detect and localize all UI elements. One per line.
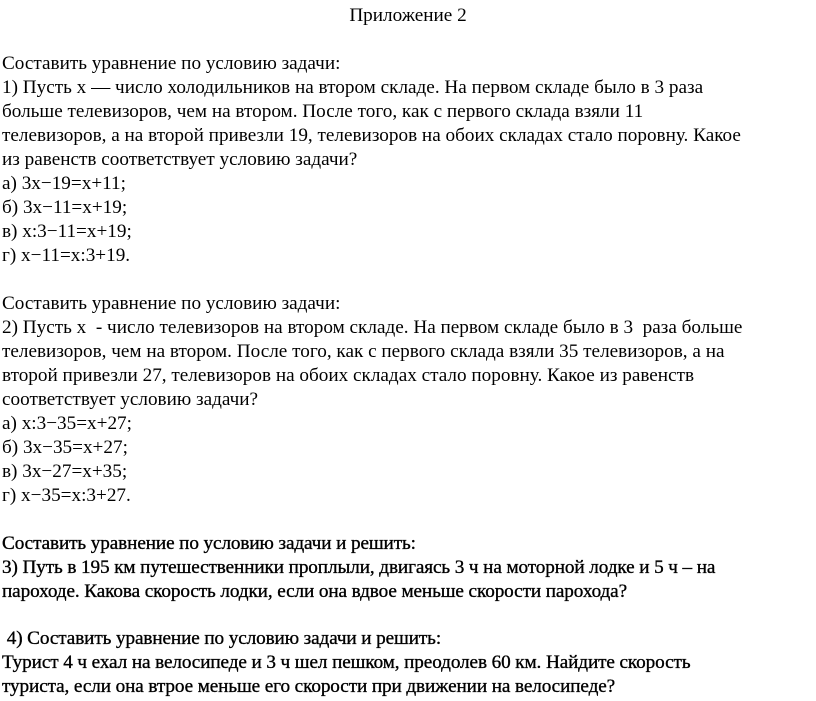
task1-option-c: в) х:3−11=х+19; [2, 221, 132, 242]
task1-option-a: а) 3х−19=х+11; [2, 173, 126, 194]
page-title: Приложение 2 [349, 5, 467, 26]
task3-heading: Составить уравнение по условию задачи и решить: [2, 533, 416, 554]
task2-option-b: б) 3х−35=х+27; [2, 437, 128, 458]
task2-option-d: г) х−35=х:3+27. [2, 485, 131, 506]
task3-line: 3) Путь в 195 км путешественники проплыли, двигаясь 3 ч на моторной лодке и 5 ч – на [2, 557, 716, 578]
task1-line: телевизоров, а на второй привезли 19, телевизоров на обоих складах стало поровну. Какое [2, 125, 741, 146]
task2-line: телевизоров, чем на втором. После того, как с первого склада взяли 35 телевизоров, а на [2, 341, 725, 362]
task1-line: из равенств соответствует условию задачи? [2, 149, 358, 170]
task4-line: туриста, если она втрое меньше его скорости при движении на велосипеде? [2, 676, 616, 697]
task1-heading: Составить уравнение по условию задачи: [2, 53, 341, 74]
task2-line: второй привезли 27, телевизоров на обоих складах стало поровну. Какое из равенств [2, 365, 695, 386]
task2-option-c: в) 3х−27=х+35; [2, 461, 128, 482]
task3-line: пароходе. Какова скорость лодки, если она вдвое меньше скорости парохода? [2, 581, 628, 602]
task1-option-d: г) х−11=х:3+19. [2, 245, 131, 266]
task2-heading: Составить уравнение по условию задачи: [2, 293, 341, 314]
task1-line: 1) Пусть х — число холодильников на втором складе. На первом складе было в 3 раза [2, 77, 704, 98]
task2-line: 2) Пусть х - число телевизоров на втором складе. На первом складе было в 3 раза больше [2, 317, 743, 338]
task4-heading: 4) Составить уравнение по условию задачи и решить: [2, 628, 442, 649]
task1-line: больше телевизоров, чем на втором. После того, как с первого склада взяли 11 [2, 101, 644, 122]
task2-line: соответствует условию задачи? [2, 389, 259, 410]
task1-option-b: б) 3х−11=х+19; [2, 197, 128, 218]
task2-option-a: а) х:3−35=х+27; [2, 413, 132, 434]
task4-line: Турист 4 ч ехал на велосипеде и 3 ч шел пешком, преодолев 60 км. Найдите скорость [2, 652, 691, 673]
